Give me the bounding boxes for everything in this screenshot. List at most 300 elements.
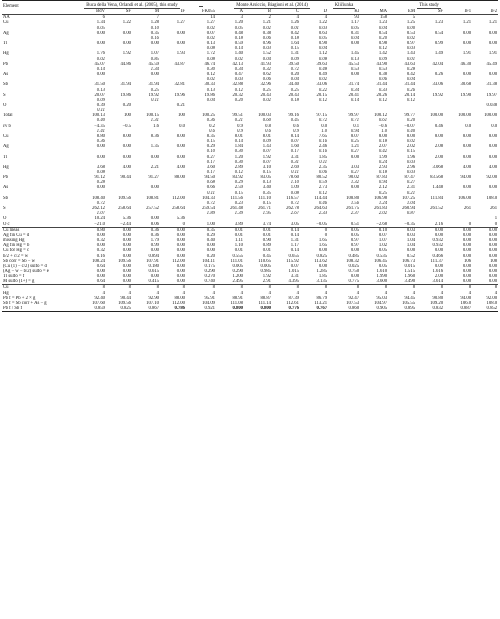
table-cell: 0.64: [96, 263, 105, 269]
table-cell: 0.38: [262, 30, 271, 36]
table-cell: 8: [160, 285, 186, 291]
table-cell: 19.90: [460, 92, 472, 98]
table-cell: 0.09: [262, 139, 271, 145]
table-cell: 0.14: [290, 232, 299, 238]
table-cell: 0.53: [406, 30, 416, 36]
table-cell: 2.16: [434, 221, 444, 227]
table-cell: 31.44: [376, 82, 388, 88]
table-cell: 4: [324, 290, 328, 296]
table-cell: 0.36: [132, 227, 160, 233]
table-cell: 1.0: [321, 128, 328, 134]
table-cell: 8: [416, 285, 444, 291]
table-cell: 3.05: [290, 221, 299, 227]
table-cell: 0.2: [209, 123, 215, 129]
table-cell: 0.895: [388, 306, 416, 312]
table-cell: 0.00: [176, 232, 185, 238]
table-cell: 104.11: [202, 258, 215, 264]
table-cell: 0.12: [206, 72, 215, 78]
table-cell: 0.01: [262, 248, 271, 254]
table-cell: 0: [182, 221, 185, 227]
table-cell: [300, 306, 328, 312]
table-cell: 106: [464, 258, 472, 264]
table-cell: 31.50: [94, 82, 105, 88]
table-cell: 7: [156, 15, 159, 21]
table-cell: 0.13: [206, 41, 215, 47]
row-label: εv b: [3, 123, 11, 129]
table-cell: 111.10: [258, 195, 271, 201]
table-cell: 1.00: [206, 221, 215, 227]
table-cell: 1.26: [290, 20, 299, 26]
table-cell: 8.36: [150, 133, 159, 139]
table-cell: 108: [490, 258, 498, 264]
table-cell: 2.96: [406, 164, 416, 170]
table-cell: 110.65: [258, 258, 271, 264]
table-cell: 0.00: [416, 227, 444, 233]
table-cell: 94.00: [460, 295, 472, 301]
table-cell: 14: [210, 15, 215, 21]
table-cell: 0.00: [176, 253, 185, 259]
table-cell: 1.04: [406, 243, 416, 249]
table-cell: 0.17: [206, 159, 215, 165]
table-cell: 114.44: [314, 195, 328, 201]
table-cell: 4: [102, 290, 105, 296]
table-cell: 3: [240, 15, 243, 21]
table-cell: 100: [123, 113, 131, 119]
table-cell: 1: [494, 216, 498, 222]
table-cell: 0.89: [262, 243, 271, 249]
element-column-header: Element: [2, 1, 78, 10]
table-cell: 0.00: [462, 274, 472, 280]
table-cell: 0.00: [96, 185, 105, 191]
table-cell: 0.985: [260, 268, 271, 274]
table-cell: 109.56: [118, 300, 131, 306]
table-cell: 8.00: [462, 133, 472, 139]
table-cell: 30.68: [460, 82, 472, 88]
table-cell: 1.91: [488, 51, 498, 57]
table-cell: 0.825: [316, 253, 328, 259]
table-cell: 0.290: [204, 268, 215, 274]
table-cell: 0.28: [406, 66, 416, 72]
table-cell: 39.63: [316, 61, 328, 67]
table-cell: 0.12: [234, 170, 243, 175]
table-cell: 0.02: [206, 25, 215, 31]
table-cell: 0.07: [290, 263, 299, 269]
table-cell: 0.18: [378, 170, 388, 175]
table-cell: 1.27: [206, 20, 215, 26]
table-cell: 95.91: [204, 295, 215, 301]
table-cell: 1.21: [462, 20, 472, 26]
table-cell: 0.08: [206, 46, 215, 52]
table-cell: 1.20: [234, 154, 243, 160]
table-cell: 0.00: [462, 144, 472, 150]
row-label: Pb: [3, 61, 8, 67]
table-cell: 0.46: [434, 123, 444, 129]
table-cell: 2.89: [234, 164, 243, 170]
table-cell: 0.98: [378, 41, 388, 47]
column-header: IF: [160, 9, 186, 15]
table-cell: 2.46: [318, 144, 328, 150]
table-cell: 0.29: [206, 232, 215, 238]
table-cell: 0.00: [488, 232, 498, 238]
table-cell: 0.00: [488, 185, 498, 191]
table-cell: 0.1: [353, 123, 360, 129]
table-cell: 80.52: [316, 175, 328, 181]
table-cell: 108.0: [486, 300, 498, 306]
table-cell: 112.00: [172, 258, 185, 264]
table-cell: 0.00: [488, 279, 498, 285]
table-cell: 2.35: [318, 164, 328, 170]
table-cell: 4.00: [488, 164, 498, 170]
table-cell: 1.42: [378, 51, 388, 57]
table-cell: 0.00: [462, 253, 472, 259]
table-cell: 94.45: [404, 295, 416, 301]
table-cell: 0.00: [318, 263, 328, 269]
row-label: Sb f = Sb corr + As − g: [3, 300, 47, 306]
table-cell: 0.40: [406, 128, 416, 134]
table-cell: 1.28: [150, 20, 159, 26]
table-cell: 19.92: [432, 92, 444, 98]
table-cell: 1.84: [234, 144, 243, 150]
table-cell: 7.65: [318, 133, 328, 139]
table-cell: 0.9: [237, 123, 243, 129]
table-cell: 43.63: [404, 61, 416, 67]
table-cell: 1.45: [350, 51, 360, 57]
group-label: Buca della Vena, Orlandi et al. (2005), this study: [86, 3, 178, 8]
table-cell: 0.94: [378, 180, 388, 186]
table-cell: 32.88: [232, 82, 243, 88]
table-cell: 100.00: [484, 113, 498, 119]
table-cell: 0.00: [176, 144, 185, 150]
table-cell: 1.72: [206, 51, 215, 57]
table-cell: 0.00: [122, 41, 131, 47]
row-label: Total: [3, 113, 13, 119]
table-cell: 0.33: [378, 87, 388, 93]
table-cell: 2.02: [378, 211, 388, 217]
table-cell: 0.17: [206, 170, 215, 175]
table-cell: 3.40: [262, 185, 271, 191]
table-cell: 0.07: [262, 159, 271, 165]
table-cell: 0.34: [350, 87, 360, 93]
table-cell: 1.65: [318, 243, 328, 249]
table-cell: 0.21: [176, 102, 185, 108]
table-cell: 3.135: [316, 279, 328, 285]
table-cell: 8: [328, 285, 360, 291]
table-cell: 0.00: [96, 274, 105, 280]
table-cell: 31.74: [348, 82, 360, 88]
table-cell: 0.00: [122, 274, 131, 280]
table-cell: 0.90: [318, 41, 328, 47]
table-cell: 0.02: [206, 35, 215, 41]
column-header: C: [272, 9, 300, 15]
table-cell: 262.12: [92, 206, 105, 212]
table-cell: 1.515: [404, 268, 416, 274]
table-cell: 0.005: [232, 263, 243, 269]
table-cell: 0.12: [234, 87, 243, 93]
table-cell: 0.00: [122, 279, 131, 285]
table-cell: 0.02: [318, 77, 328, 83]
table-cell: 113.62: [314, 258, 328, 264]
table-cell: 262.78: [286, 206, 299, 212]
table-cell: 0.02: [262, 25, 271, 31]
table-cell: 0.01: [234, 248, 243, 254]
table-cell: 0.6: [265, 128, 271, 134]
table-cell: 2.495: [232, 279, 243, 285]
table-cell: 0.00: [488, 144, 498, 150]
table-cell: 0.23: [234, 200, 243, 206]
table-cell: 0.01: [234, 232, 243, 238]
table-cell: 261: [464, 206, 472, 212]
table-cell: 0.00: [122, 144, 131, 150]
table-cell: 1.616: [432, 268, 444, 274]
table-cell: 3.74: [262, 221, 271, 227]
table-cell: 0.72: [290, 66, 299, 72]
table-cell: 4: [324, 15, 328, 21]
table-cell: 0.01: [290, 25, 299, 31]
composition-table: [2, 0, 498, 312]
table-cell: 83.568: [430, 175, 444, 181]
table-cell: 0.36: [206, 118, 215, 124]
table-cell: 0.00: [106, 227, 132, 233]
table-cell: 0.08: [290, 190, 299, 196]
table-cell: 1.10: [234, 243, 243, 249]
table-cell: 8: [106, 285, 132, 291]
table-cell: 0.02: [234, 56, 243, 62]
table-cell: 0.53: [378, 66, 388, 72]
table-cell: 3.68: [96, 164, 105, 170]
table-cell: 2.69: [290, 164, 299, 170]
table-cell: 0.05: [350, 232, 360, 238]
table-cell: 0.00: [176, 248, 185, 254]
table-cell: 19.86: [204, 92, 215, 98]
table-cell: 0.62: [262, 72, 271, 78]
row-label: Tl sulfo = f: [3, 274, 25, 280]
table-cell: 8: [272, 285, 300, 291]
row-label: Pb f = Pb + 2 × g: [3, 295, 36, 301]
table-cell: 1.43: [262, 144, 271, 150]
table-cell: 43.90: [376, 61, 388, 67]
table-cell: 83.92: [232, 175, 243, 181]
table-cell: 92.00: [486, 175, 498, 181]
table-row: [2, 306, 498, 312]
table-cell: 1.34: [96, 20, 105, 26]
table-cell: 42.04: [432, 61, 444, 67]
table-cell: 92.90: [148, 295, 159, 301]
table-cell: 1.6: [153, 123, 159, 129]
table-cell: 4: [296, 290, 299, 296]
table-cell: 0.25: [262, 87, 271, 93]
table-cell: 0.21: [234, 118, 243, 124]
table-cell: 0: [494, 221, 498, 227]
table-cell: 83.05: [260, 175, 271, 181]
table-cell: 0.02: [406, 139, 416, 145]
table-cell: 0.00: [318, 248, 328, 254]
table-cell: 0.36: [96, 139, 105, 145]
table-cell: 1.92: [262, 274, 271, 280]
table-cell: 0.00: [462, 243, 472, 249]
table-cell: 106.98: [374, 195, 388, 201]
table-cell: 0.12: [378, 46, 388, 52]
table-cell: 45.49: [486, 61, 498, 67]
table-cell: 0.11: [207, 190, 215, 196]
table-cell: 0.555: [232, 253, 243, 259]
table-cell: 109.20: [430, 300, 444, 306]
table-cell: 0.05: [378, 263, 388, 269]
table-cell: 0.00: [150, 185, 159, 191]
table-cell: 99.97: [348, 113, 360, 119]
row-label: As: [3, 72, 9, 78]
table-cell: 0.35: [262, 190, 271, 196]
table-cell: 0.00: [160, 227, 186, 233]
table-cell: 3.31: [290, 154, 299, 160]
table-cell: 0.00: [406, 25, 416, 31]
table-cell: 87.39: [288, 295, 299, 301]
table-cell: 1.85: [318, 274, 328, 280]
table-cell: 0.01: [244, 227, 272, 233]
table-cell: 1.04: [406, 200, 416, 206]
table-cell: 5: [412, 15, 416, 21]
table-cell: 0.867: [132, 306, 160, 312]
table-cell: 1.64: [290, 41, 299, 47]
table-cell: 0.750: [348, 268, 360, 274]
table-cell: 107.91: [146, 258, 159, 264]
table-cell: 8: [300, 285, 328, 291]
table-cell: 100.13: [92, 113, 105, 119]
table-cell: 0.07: [378, 232, 388, 238]
table-cell: 0.00: [176, 268, 185, 274]
table-cell: 0.00: [176, 263, 185, 269]
table-cell: 100.03: [258, 113, 271, 119]
table-cell: 8.00: [434, 133, 444, 139]
table-cell: 31.44: [404, 82, 416, 88]
table-cell: 258.64: [118, 206, 131, 212]
table-cell: 0.12: [406, 97, 416, 103]
table-cell: 0.29: [234, 180, 243, 186]
table-cell: 0.00: [150, 216, 159, 222]
table-cell: 111.37: [430, 258, 444, 264]
table-cell: 43.87: [174, 61, 185, 67]
table-cell: 1.60: [290, 144, 299, 150]
table-cell: 1.22: [318, 20, 328, 26]
table-cell: 1.21: [262, 20, 271, 26]
column-header: MA: [360, 9, 388, 15]
table-cell: 0.832: [416, 306, 444, 312]
row-label: S: [3, 92, 6, 98]
table-cell: 0.27: [406, 180, 416, 186]
table-cell: 100.00: [430, 113, 444, 119]
table-cell: 2.12: [378, 185, 388, 191]
table-cell: 0.8: [265, 123, 271, 129]
table-cell: 0.30: [206, 66, 215, 72]
table-cell: 0.15: [262, 200, 271, 206]
row-label: S: [3, 206, 6, 212]
table-cell: 1.21: [350, 144, 360, 150]
table-cell: 109.56: [118, 258, 131, 264]
table-cell: 1.31: [290, 51, 299, 57]
table-cell: 0.00: [488, 154, 498, 160]
table-cell: 0.06: [318, 170, 328, 175]
table-cell: 0.0: [179, 123, 185, 129]
table-cell: 0.0: [491, 123, 498, 129]
table-cell: 0.466: [432, 253, 444, 259]
table-cell: 0: [468, 221, 472, 227]
table-cell: 4: [268, 290, 271, 296]
table-cell: 8: [388, 285, 416, 291]
table-cell: 1.25: [406, 20, 416, 26]
table-cell: 0.25: [378, 190, 388, 196]
row-label: Cu for Hg = c: [3, 248, 30, 254]
table-cell: 0.72: [96, 200, 105, 206]
group-label: Kličiunka: [334, 3, 354, 8]
table-cell: 0.08: [206, 56, 215, 62]
table-cell: 0.00: [350, 72, 360, 78]
table-cell: 0.015: [404, 263, 416, 269]
table-cell: 2.67: [290, 211, 299, 217]
table-cell: 0.0: [321, 123, 328, 129]
table-cell: 4: [412, 290, 416, 296]
table-cell: 0.00: [488, 41, 498, 47]
table-cell: 0.25: [350, 139, 360, 145]
table-cell: 0.00: [462, 248, 472, 254]
table-cell: 0.15: [234, 190, 243, 196]
table-cell: 0.68: [206, 180, 215, 186]
table-cell: 0.08: [96, 170, 105, 175]
table-cell: 0.49: [318, 72, 328, 78]
table-cell: 8.07: [350, 133, 360, 139]
table-cell: −4.35: [94, 123, 105, 129]
table-cell: 0.11: [319, 159, 328, 165]
table-cell: 2.00: [434, 274, 444, 280]
table-cell: 261.71: [258, 206, 271, 212]
table-cell: 4: [212, 290, 215, 296]
table-cell: 100.00: [458, 113, 472, 119]
table-cell: 0.00: [150, 274, 159, 280]
table-cell: 1.07: [378, 238, 388, 244]
table-cell: 1.10: [290, 180, 299, 186]
table-cell: 1.285: [316, 268, 328, 274]
table-cell: 0.12: [318, 97, 328, 103]
table-cell: 0.00: [122, 243, 131, 249]
row-label: Tl: [3, 154, 8, 160]
table-cell: 8: [186, 285, 216, 291]
table-cell: 1.23: [434, 20, 444, 26]
table-cell: −2.68: [376, 221, 388, 227]
source-group-row: [2, 1, 498, 10]
row-label: Tl: [3, 41, 8, 47]
table-cell: 1.20: [234, 20, 243, 26]
table-cell: 42.13: [232, 61, 243, 67]
table-cell: 0.00: [206, 248, 215, 254]
table-cell: 90.02: [348, 175, 360, 181]
table-cell: 2.00: [434, 154, 444, 160]
column-header: Kl: [328, 9, 360, 15]
table-cell: 0.03: [406, 232, 416, 238]
table-cell: 5.36: [122, 216, 131, 222]
bold-value: 0.767: [316, 306, 328, 312]
table-cell: 0.15: [206, 139, 215, 145]
table-cell: 0.00: [488, 30, 498, 36]
table-cell: 0.35: [150, 30, 159, 36]
table-cell: 34.40: [288, 82, 299, 88]
table-cell: 0.10: [150, 25, 159, 31]
column-header: FK055: [186, 9, 216, 15]
table-cell: 0.13: [262, 180, 271, 186]
table-cell: 1.24: [378, 200, 388, 206]
table-cell: 108.81: [146, 195, 159, 201]
table-cell: 107.60: [92, 300, 105, 306]
table-cell: 0.25: [290, 87, 299, 93]
table-cell: 0.05: [234, 25, 243, 31]
table-cell: −21.0: [94, 221, 105, 227]
